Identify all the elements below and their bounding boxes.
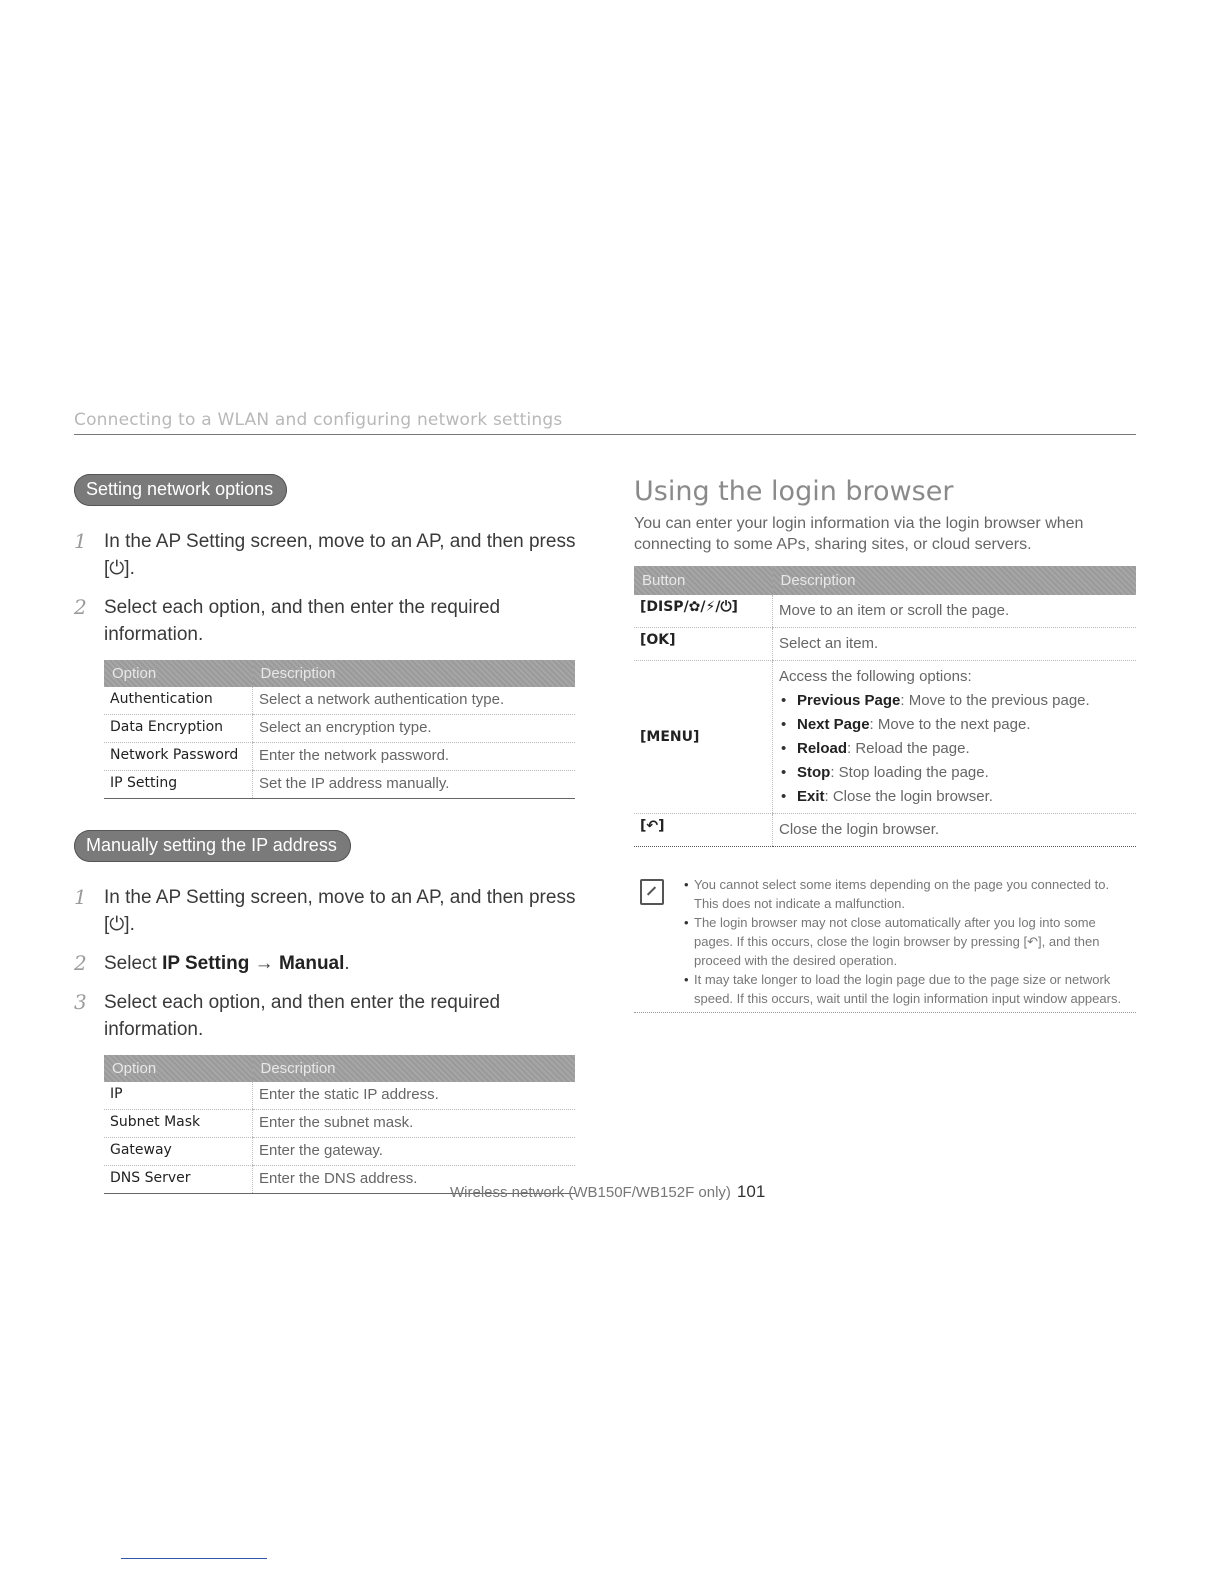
button-cell: [↶] [634, 814, 773, 847]
column-header-option: Option [104, 660, 253, 687]
option-desc: : Stop loading the page. [830, 764, 989, 781]
menu-description: Access the following options: [779, 668, 972, 685]
description-cell: Set the IP address manually. [253, 771, 576, 799]
bottom-rule [121, 1558, 267, 1559]
table-row [104, 1110, 575, 1138]
description-cell: Select an encryption type. [253, 715, 576, 743]
table-row [104, 715, 575, 743]
option-name: Reload [797, 740, 848, 757]
step-number: 2 [74, 595, 87, 619]
table-row [634, 628, 1136, 661]
step-number: 1 [74, 529, 87, 553]
option-cell: Network Password [104, 743, 253, 771]
note-box [634, 875, 1136, 1013]
column-header-option: Option [104, 1055, 253, 1082]
option-name: Stop [797, 764, 831, 781]
description-cell: Enter the DNS address. [253, 1166, 576, 1194]
list-item: • It may take longer to load the login page due to the page size or network speed. If this occurs, wait until the login information input window appears. [684, 970, 1136, 1008]
page-footer [450, 1182, 765, 1202]
table-row [104, 743, 575, 771]
table-header-row [104, 1055, 575, 1082]
step-3 [74, 989, 579, 1043]
table-header-row [104, 660, 575, 687]
note-list [634, 875, 1136, 1008]
option-cell: IP [104, 1082, 253, 1110]
table-row [104, 1138, 575, 1166]
option-desc: : Close the login browser. [824, 788, 993, 805]
step-number: 2 [74, 951, 87, 975]
button-cell: [OK] [634, 628, 773, 661]
table-row [634, 595, 1136, 628]
description-cell: Enter the network password. [253, 743, 576, 771]
step-number: 1 [74, 885, 87, 909]
description-cell: Enter the static IP address. [253, 1082, 576, 1110]
list-item: • You cannot select some items depending on the page you connected to. This does not indicate a malfunction. [684, 875, 1136, 913]
option-cell: Authentication [104, 687, 253, 715]
note-pencil-icon [640, 879, 664, 905]
step-text: Select each option, and then enter the required information. [104, 597, 501, 645]
step-text-suffix: . [344, 953, 350, 974]
left-column [74, 474, 579, 1194]
menu-options-list [779, 689, 1130, 809]
table-row [104, 687, 575, 715]
table-row [634, 814, 1136, 847]
arrow-icon: → [249, 953, 279, 974]
table-row [104, 1082, 575, 1110]
button-cell: [DISP/✿/⚡/⏻] [634, 595, 773, 628]
description-cell: Enter the subnet mask. [253, 1110, 576, 1138]
right-column [634, 476, 1137, 1013]
table-header-row [634, 566, 1136, 595]
option-cell: Data Encryption [104, 715, 253, 743]
list-item [779, 785, 1130, 809]
step-2 [74, 594, 579, 648]
manual-ip-table [104, 1055, 575, 1194]
table-row [634, 661, 1136, 814]
step-1 [74, 884, 579, 938]
table-row [104, 771, 575, 799]
network-options-table [104, 660, 575, 799]
header-divider [74, 434, 1136, 435]
step-1 [74, 528, 579, 582]
description-cell: Select a network authentication type. [253, 687, 576, 715]
page-number: 101 [736, 1182, 766, 1201]
step-text: Select each option, and then enter the required information. [104, 992, 501, 1040]
column-header-button: Button [634, 566, 773, 595]
option-cell: Gateway [104, 1138, 253, 1166]
list-item [779, 761, 1130, 785]
section-heading-network-options: Setting network options [74, 474, 287, 506]
option-name: Next Page [797, 716, 870, 733]
column-header-description: Description [773, 566, 1137, 595]
menu-item-manual: Manual [278, 953, 345, 974]
description-cell: Move to an item or scroll the page. [773, 595, 1137, 628]
list-item: • The login browser may not close automatically after you log into some pages. If this occurs, close the login browser by pressing [↶], and then proceed with the desired operation. [684, 913, 1136, 970]
section-heading-manual-ip: Manually setting the IP address [74, 830, 351, 862]
option-cell: Subnet Mask [104, 1110, 253, 1138]
list-item [779, 689, 1130, 713]
description-cell: Close the login browser. [773, 814, 1137, 847]
step-text: In the AP Setting screen, move to an AP, and then press [⏻]. [104, 887, 576, 935]
section-title-login-browser: Using the login browser [634, 476, 954, 507]
description-cell: Select an item. [773, 628, 1137, 661]
option-desc: : Reload the page. [847, 740, 970, 757]
description-cell: Enter the gateway. [253, 1138, 576, 1166]
list-item [779, 713, 1130, 737]
option-cell: DNS Server [104, 1166, 253, 1194]
step-2 [74, 950, 579, 977]
option-desc: : Move to the next page. [869, 716, 1031, 733]
button-cell: [MENU] [634, 661, 773, 814]
option-cell: IP Setting [104, 771, 253, 799]
footer-text: Wireless network (WB150F/WB152F only) [450, 1184, 731, 1201]
column-header-description: Description [253, 660, 576, 687]
login-browser-table [634, 566, 1136, 847]
menu-item-ip-setting: IP Setting [162, 953, 250, 974]
step-number: 3 [74, 990, 87, 1014]
option-name: Exit [797, 788, 825, 805]
running-header: Connecting to a WLAN and configuring network settings [74, 410, 563, 430]
description-cell [773, 661, 1137, 814]
column-header-description: Description [253, 1055, 576, 1082]
intro-paragraph: You can enter your login information via the login browser when connecting to some APs, sharing sites, or cloud servers. [634, 515, 1084, 553]
option-name: Previous Page [797, 692, 901, 709]
option-desc: : Move to the previous page. [900, 692, 1090, 709]
step-text: In the AP Setting screen, move to an AP, and then press [⏻]. [104, 531, 576, 579]
step-text-prefix: Select [104, 953, 163, 974]
list-item [779, 737, 1130, 761]
